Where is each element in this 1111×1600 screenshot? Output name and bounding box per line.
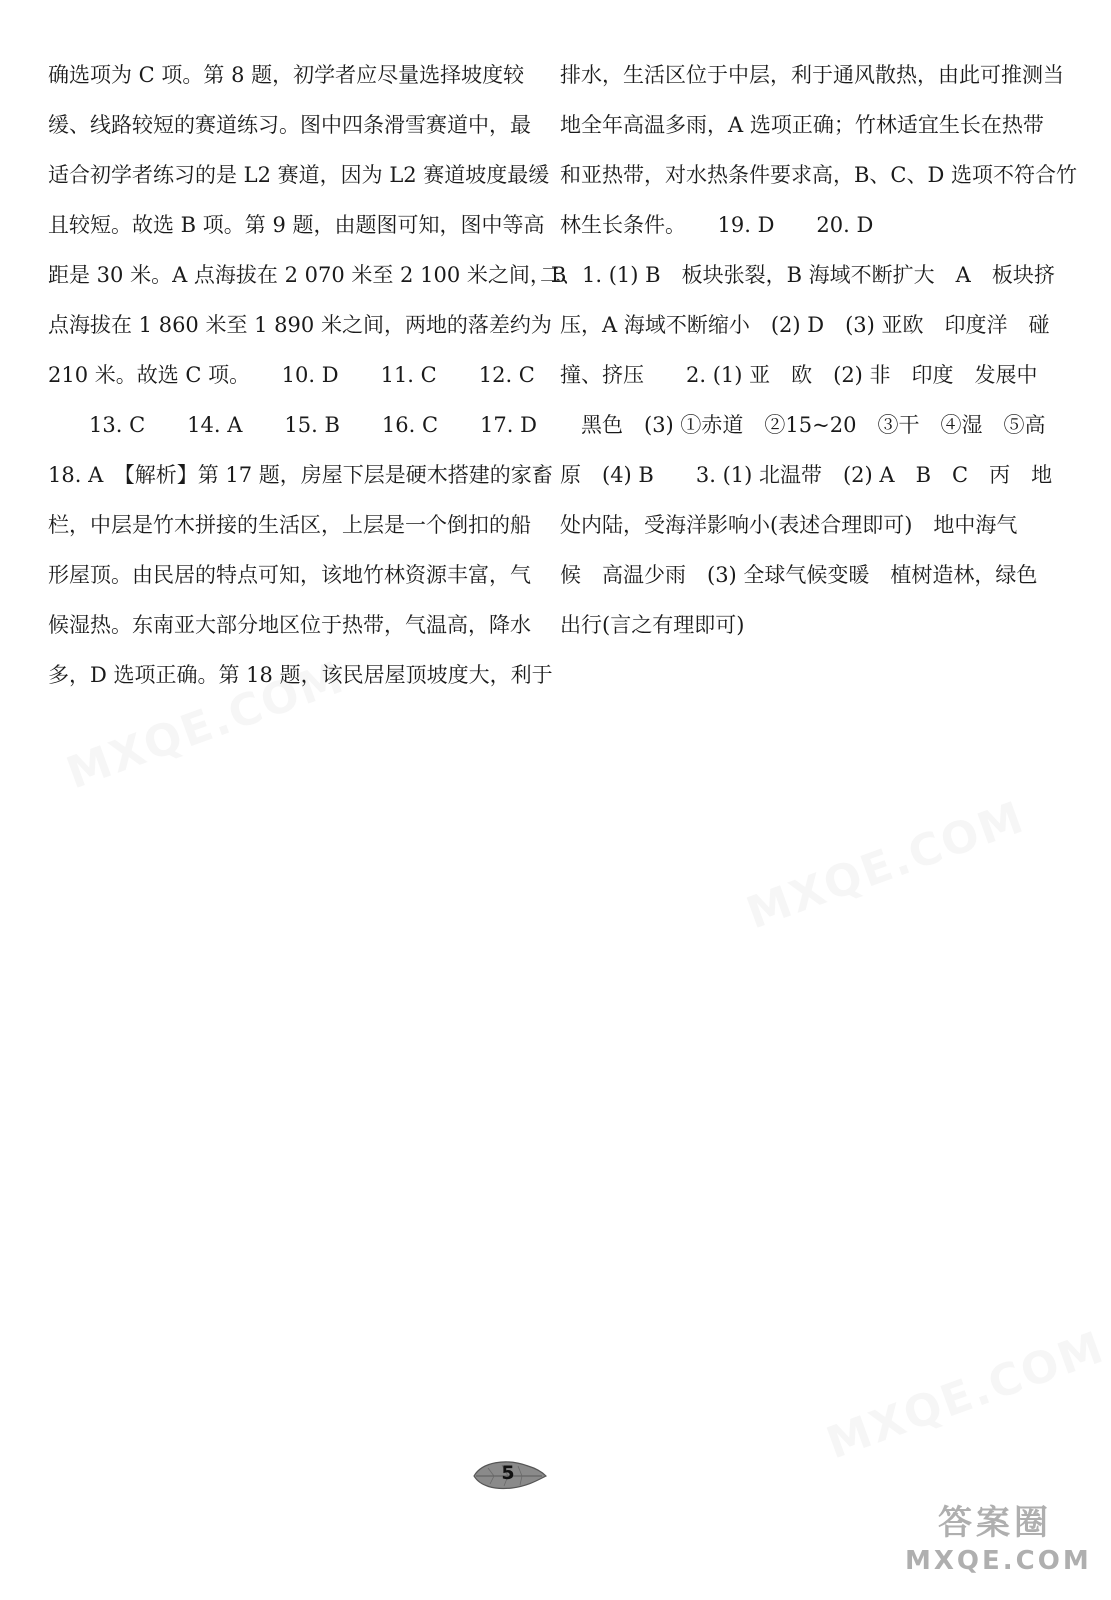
- text-line: 栏，中层是竹木拼接的生活区，上层是一个倒扣的船: [48, 513, 531, 537]
- text-line: 林生长条件。 19. D 20. D: [560, 213, 874, 237]
- text-line: 地全年高温多雨，A 选项正确；竹林适宜生长在热带: [560, 113, 1044, 137]
- text-line: 且较短。故选 B 项。第 9 题，由题图可知，图中等高: [48, 213, 545, 237]
- faint-watermark: [740, 792, 1031, 940]
- page-number-badge: [468, 1454, 548, 1494]
- text-line: 缓、线路较短的赛道练习。图中四条滑雪赛道中，最: [48, 113, 531, 137]
- faint-watermark: [820, 1322, 1111, 1470]
- text-line: 点海拔在 1 860 米至 1 890 米之间，两地的落差约为: [48, 313, 552, 337]
- text-line: 多，D 选项正确。第 18 题，该民居屋顶坡度大，利于: [48, 663, 553, 687]
- text-line: 原 (4) B 3. (1) 北温带 (2) A B C 丙 地: [560, 463, 1053, 487]
- text-line: 候湿热。东南亚大部分地区位于热带，气温高，降水: [48, 613, 531, 637]
- text-line: 排水，生活区位于中层，利于通风散热，由此可推测当: [560, 63, 1064, 87]
- watermark-domain: MXQE.COM: [905, 1546, 1092, 1576]
- text-line: 适合初学者练习的是 L2 赛道，因为 L2 赛道坡度最缓: [48, 163, 550, 187]
- text-line: 18. A 【解析】第 17 题，房屋下层是硬木搭建的家畜: [48, 463, 553, 487]
- text-line: 确选项为 C 项。第 8 题，初学者应尽量选择坡度较: [48, 63, 525, 87]
- text-line: 13. C 14. A 15. B 16. C 17. D: [68, 413, 537, 437]
- text-line: 距是 30 米。A 点海拔在 2 070 米至 2 100 米之间，B: [48, 263, 567, 287]
- right-text-column: [540, 50, 1078, 650]
- text-line: 和亚热带，对水热条件要求高，B、C、D 选项不符合竹: [560, 163, 1078, 187]
- watermark-chinese: 答案圈: [938, 1503, 1052, 1543]
- text-line: 候 高温少雨 (3) 全球气候变暖 植树造林，绿色: [560, 563, 1038, 587]
- text-line: 出行(言之有理即可): [560, 613, 745, 637]
- text-line: 撞、挤压 2. (1) 亚 欧 (2) 非 印度 发展中: [560, 363, 1038, 387]
- text-line: 二、1. (1) B 板块张裂，B 海域不断扩大 A 板块挤: [540, 263, 1055, 287]
- left-text-column: [48, 50, 567, 700]
- text-line: 210 米。故选 C 项。 10. D 11. C 12. C: [48, 363, 535, 387]
- text-line: 黑色 (3) ①赤道 ②15~20 ③干 ④湿 ⑤高: [560, 413, 1046, 437]
- text-line: 形屋顶。由民居的特点可知，该地竹林资源丰富，气: [48, 563, 531, 587]
- site-watermark-logo: [905, 1500, 1092, 1590]
- text-line: 压，A 海域不断缩小 (2) D (3) 亚欧 印度洋 碰: [560, 313, 1050, 337]
- page-number: 5: [501, 1462, 515, 1484]
- text-line: 处内陆，受海洋影响小(表述合理即可) 地中海气: [560, 513, 1018, 537]
